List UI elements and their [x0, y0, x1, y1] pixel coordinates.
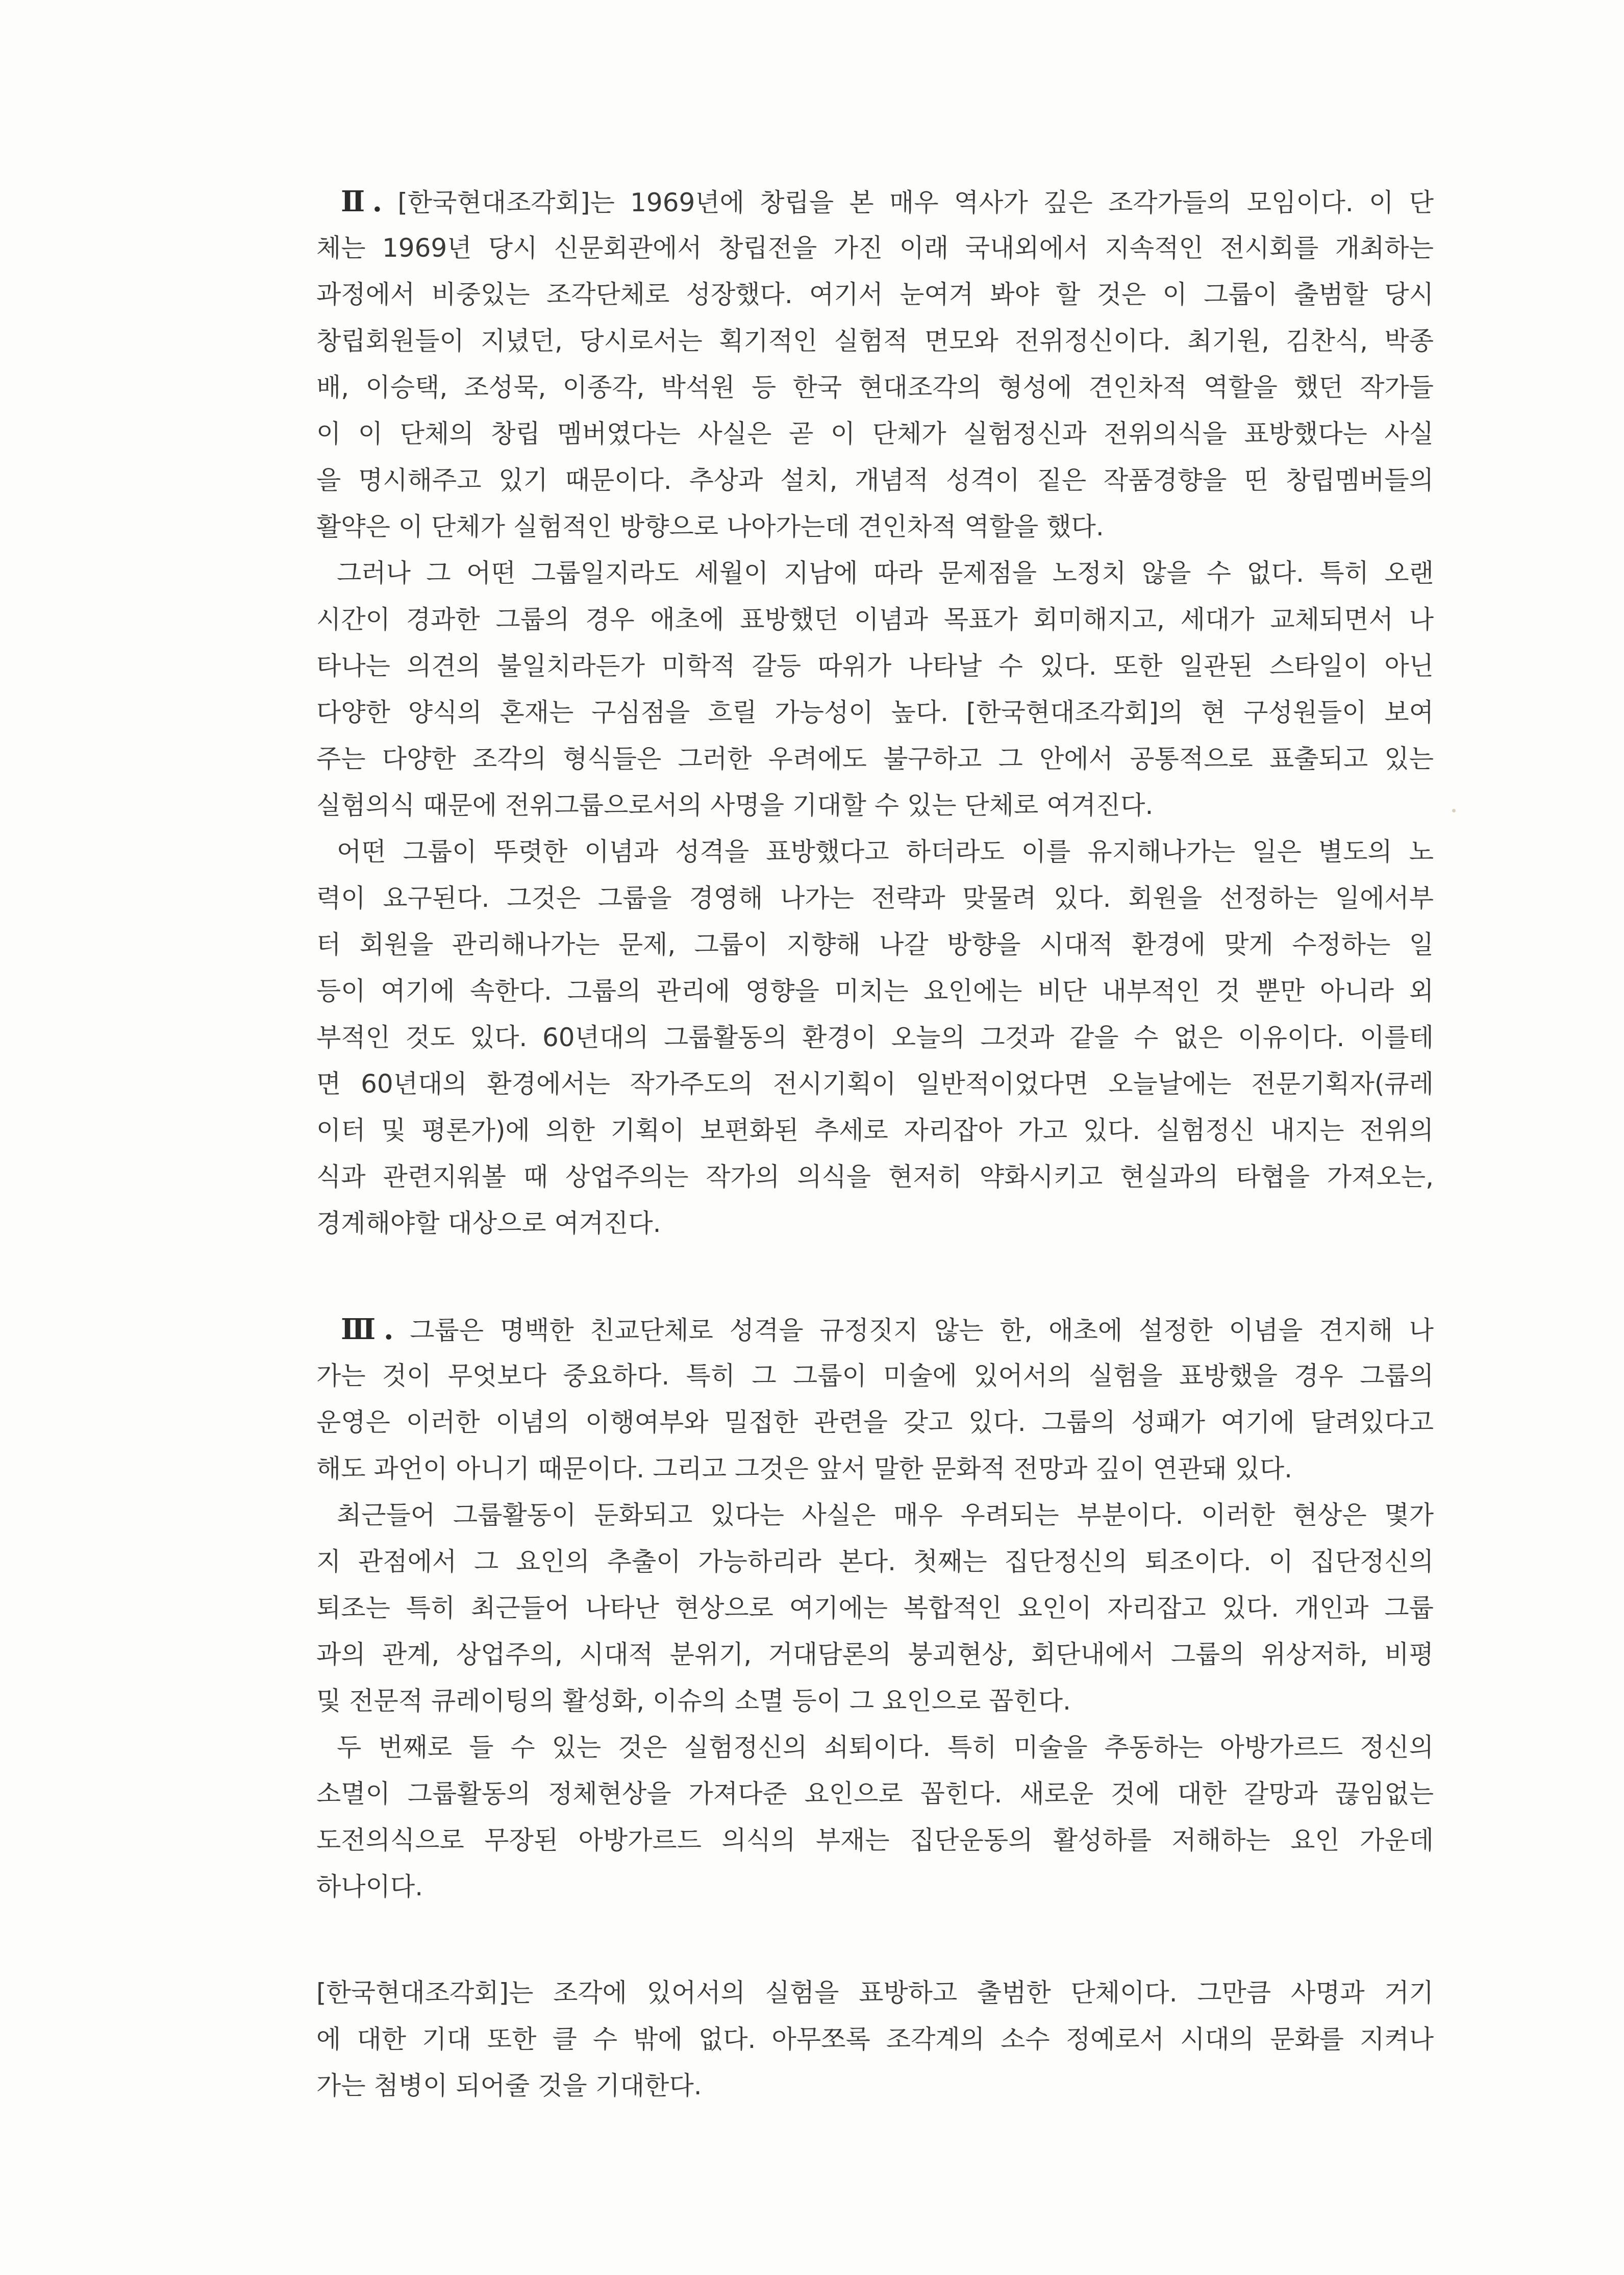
text-line	[316, 1306, 1434, 1353]
text-line-text: 그러나 그 어떤 그룹일지라도 세월이 지남에 따라 문제점을 노정치 않을 수 없다. 특히 오랜	[337, 558, 1434, 588]
conclusion-paragraph	[316, 1970, 1434, 2109]
text-line	[316, 2063, 1434, 2109]
text-line	[316, 597, 1434, 643]
text-line-text: 그룹은 명백한 친교단체로 성격을 규정짓지 않는 한, 애초에 설정한 이념을 견지해 나	[410, 1316, 1434, 1345]
text-line-text: 이터 및 평론가)에 의한 기획이 보편화된 추세로 자리잡아 가고 있다. 실험정신 내지는 전위의	[316, 1116, 1434, 1145]
text-line-text: 면 60년대의 환경에서는 작가주도의 전시기획이 일반적이었다면 오늘날에는 전문기획자(큐레	[316, 1069, 1434, 1099]
text-line-text: 타나는 의견의 불일치라든가 미학적 갈등 따위가 나타날 수 있다. 또한 일관된 스타일이 아닌	[316, 651, 1434, 681]
text-line-text: 최근들어 그룹활동이 둔화되고 있다는 사실은 매우 우려되는 부분이다. 이러한 현상은 몇가	[337, 1500, 1434, 1530]
text-line	[316, 1864, 1434, 1910]
text-line-text: 두 번째로 들 수 있는 것은 실험정신의 쇠퇴이다. 특히 미술을 추동하는 아방가르드 정신의	[337, 1733, 1434, 1762]
text-line	[316, 1061, 1434, 1107]
text-line-text: 배, 이승택, 조성묵, 이종각, 박석원 등 한국 현대조각의 형성에 견인차적 역할을 했던 작가들	[316, 373, 1434, 402]
text-line-text: 다양한 양식의 혼재는 구심점을 흐릴 가능성이 높다. [한국현대조각회]의 현 구성원들이 보여	[316, 698, 1434, 727]
text-line	[316, 1678, 1434, 1724]
text-line-text: 소멸이 그룹활동의 정체현상을 가져다준 요인으로 꼽힌다. 새로운 것에 대한 갈망과 끊임없는	[316, 1779, 1434, 1809]
text-line	[316, 550, 1434, 597]
text-line-text: 활약은 이 단체가 실험적인 방향으로 나아가는데 견인차적 역할을 했다.	[316, 512, 1104, 541]
text-line-text: 부적인 것도 있다. 60년대의 그룹활동의 환경이 오늘의 그것과 같을 수 없은 이유이다. 이를테	[316, 1023, 1434, 1052]
text-line-text: 운영은 이러한 이념의 이행여부와 밀접한 관련을 갖고 있다. 그룹의 성패가 여기에 달려있다고	[316, 1407, 1434, 1437]
text-line-text: [한국현대조각회]는 1969년에 창립을 본 매우 역사가 깊은 조각가들의 모임이다. 이 단	[397, 188, 1434, 217]
text-line	[316, 1771, 1434, 1817]
text-line	[316, 643, 1434, 689]
text-line-text: 주는 다양한 조각의 형식들은 그러한 우려에도 불구하고 그 안에서 공통적으로 표출되고 있는	[316, 744, 1434, 774]
text-line-text: 이 이 단체의 창립 멤버였다는 사실은 곧 이 단체가 실험정신과 전위의식을 표방했다는 사실	[316, 419, 1434, 449]
text-line-text: 지 관점에서 그 요인의 추출이 가능하리라 본다. 첫째는 집단정신의 퇴조이다. 이 집단정신의	[316, 1547, 1434, 1576]
text-line-text: 시간이 경과한 그룹의 경우 애초에 표방했던 이념과 목표가 회미해지고, 세대가 교체되면서 나	[316, 605, 1434, 634]
text-line	[316, 1817, 1434, 1864]
text-line-text: 도전의식으로 무장된 아방가르드 의식의 부재는 집단운동의 활성하를 저해하는 요인 가운데	[316, 1825, 1434, 1855]
text-line	[316, 1492, 1434, 1539]
text-line	[316, 1585, 1434, 1631]
text-line	[316, 1107, 1434, 1154]
section-3	[316, 1306, 1434, 1910]
text-line	[316, 225, 1434, 271]
section-numeral: Ⅲ.	[341, 1313, 394, 1346]
text-line-text: 력이 요구된다. 그것은 그룹을 경영해 나가는 전략과 맞물려 있다. 회원을 선정하는 일에서부	[316, 883, 1434, 913]
text-line-text: 가는 첨병이 되어줄 것을 기대한다.	[316, 2071, 702, 2100]
text-line	[316, 271, 1434, 318]
text-line	[316, 1446, 1434, 1492]
text-line	[316, 875, 1434, 922]
paper-speck	[1452, 809, 1456, 812]
text-line	[316, 922, 1434, 968]
text-line	[316, 736, 1434, 782]
text-line	[316, 364, 1434, 411]
text-line-text: 실험의식 때문에 전위그룹으로서의 사명을 기대할 수 있는 단체로 여겨진다.	[316, 790, 1154, 820]
text-line-text: 식과 관련지워볼 때 상업주의는 작가의 의식을 현저히 약화시키고 현실과의 타협을 가져오는,	[316, 1162, 1434, 1192]
text-line-text: 경계해야할 대상으로 여겨진다.	[316, 1208, 661, 1238]
text-line	[316, 829, 1434, 875]
text-line-text: 가는 것이 무엇보다 중요하다. 특히 그 그룹이 미술에 있어서의 실험을 표방했을 경우 그룹의	[316, 1361, 1434, 1391]
text-line-text: 등이 여기에 속한다. 그룹의 관리에 영향을 미치는 요인에는 비단 내부적인 것 뿐만 아니라 외	[316, 976, 1434, 1006]
text-line	[316, 968, 1434, 1015]
text-line-text: 어떤 그룹이 뚜렷한 이념과 성격을 표방했다고 하더라도 이를 유지해나가는 일은 별도의 노	[337, 837, 1434, 867]
text-line	[316, 504, 1434, 550]
text-line	[316, 1399, 1434, 1446]
text-line	[316, 179, 1434, 225]
text-line	[316, 1970, 1434, 2016]
text-line	[316, 689, 1434, 736]
section-2	[316, 179, 1434, 1247]
text-line	[316, 457, 1434, 504]
text-line-text: 해도 과언이 아니기 때문이다. 그리고 그것은 앞서 말한 문화적 전망과 깊이 연관돼 있다.	[316, 1454, 1293, 1483]
text-line	[316, 1015, 1434, 1061]
text-line	[316, 1631, 1434, 1678]
text-line-text: 을 명시해주고 있기 때문이다. 추상과 설치, 개념적 성격이 짙은 작품경향을 띤 창립멤버들의	[316, 465, 1434, 495]
text-line	[316, 782, 1434, 829]
text-line-text: 창립회원들이 지녔던, 당시로서는 획기적인 실험적 면모와 전위정신이다. 최기원, 김찬식, 박종	[316, 326, 1434, 356]
text-line	[316, 1154, 1434, 1200]
text-line	[316, 1539, 1434, 1585]
text-line-text: 과정에서 비중있는 조각단체로 성장했다. 여기서 눈여겨 봐야 할 것은 이 그룹이 출범할 당시	[316, 280, 1434, 309]
text-line	[316, 1724, 1434, 1771]
text-line-text: [한국현대조각회]는 조각에 있어서의 실험을 표방하고 출범한 단체이다. 그만큼 사명과 거기	[316, 1978, 1434, 2008]
text-line	[316, 1200, 1434, 1247]
text-line-text: 하나이다.	[316, 1872, 423, 1901]
text-line	[316, 1353, 1434, 1399]
text-line-text: 에 대한 기대 또한 클 수 밖에 없다. 아무쪼록 조각계의 소수 정예로서 시대의 문화를 지켜나	[316, 2024, 1434, 2054]
text-line	[316, 2016, 1434, 2063]
text-line	[316, 318, 1434, 364]
text-line-text: 체는 1969년 당시 신문회관에서 창립전을 가진 이래 국내외에서 지속적인 전시회를 개최하는	[316, 233, 1434, 263]
text-line-text: 터 회원을 관리해나가는 문제, 그룹이 지향해 나갈 방향을 시대적 환경에 맞게 수정하는 일	[316, 930, 1434, 959]
text-line-text: 과의 관계, 상업주의, 시대적 분위기, 거대담론의 붕괴현상, 회단내에서 그룹의 위상저하, 비평	[316, 1640, 1434, 1669]
text-line-text: 퇴조는 특히 최근들어 나타난 현상으로 여기에는 복합적인 요인이 자리잡고 있다. 개인과 그룹	[316, 1593, 1434, 1623]
text-line-text: 및 전문적 큐레이팅의 활성화, 이슈의 소멸 등이 그 요인으로 꼽힌다.	[316, 1686, 1071, 1716]
text-line	[316, 411, 1434, 457]
section-numeral: Ⅱ.	[341, 185, 383, 218]
